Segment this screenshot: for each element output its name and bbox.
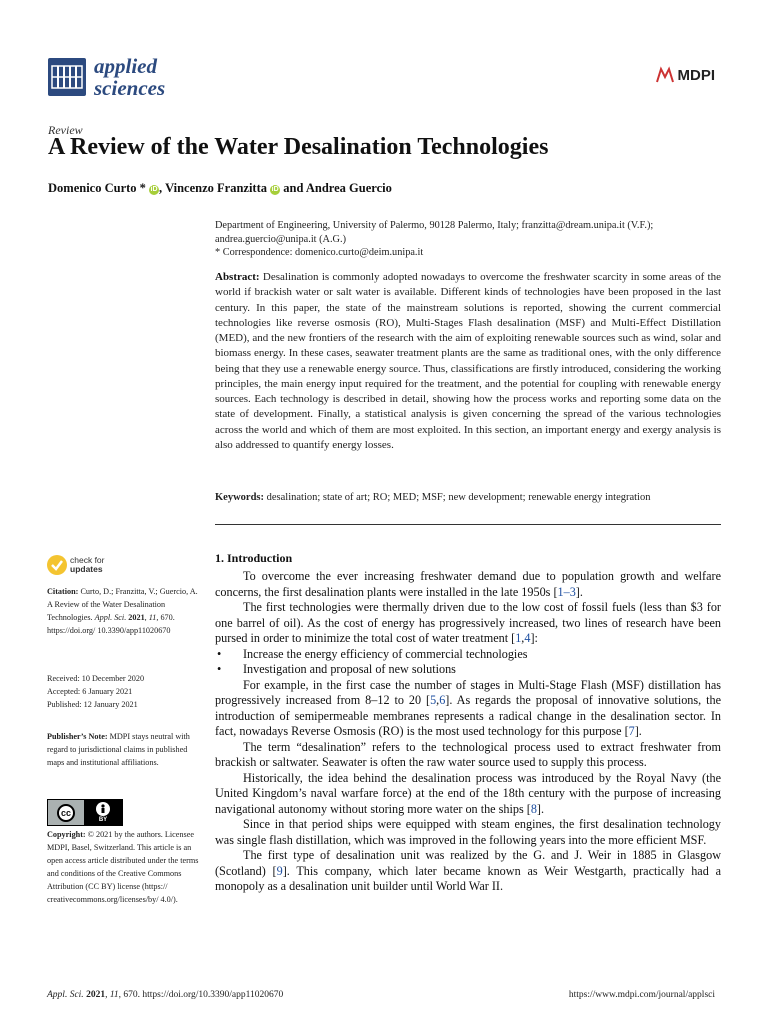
publisher-note bbox=[47, 730, 199, 769]
reference-link[interactable]: 5 bbox=[430, 693, 437, 707]
cc-by-license-badge[interactable] bbox=[47, 799, 123, 826]
citation-year: 2021 bbox=[128, 613, 145, 622]
affiliation-line: Department of Engineering, University of Palermo, 90128 Palermo, Italy; franzitta@dream.unipa.it (V.F.); bbox=[215, 220, 654, 231]
publisher-name: MDPI bbox=[677, 66, 715, 84]
reference-link[interactable]: 4 bbox=[524, 631, 531, 645]
introduction-body bbox=[215, 569, 721, 895]
reference-link[interactable]: 6 bbox=[439, 693, 446, 707]
author-name[interactable]: Andrea Guercio bbox=[305, 181, 392, 195]
attribution-person-icon bbox=[96, 802, 110, 816]
correspondence-line: * Correspondence: domenico.curto@deim.unipa.it bbox=[215, 247, 424, 258]
citation-text: Curto, D.; Franzitta, V.; Guercio, A. A Review of the Water Desalination Technologies. bbox=[47, 587, 198, 622]
correspondence-mark: * bbox=[139, 181, 146, 195]
journal-name bbox=[94, 55, 165, 99]
reference-link[interactable]: 7 bbox=[628, 724, 635, 738]
copyright-text: © 2021 by the authors. Licensee MDPI, Basel, Switzerland. This article is an open access article distributed under the terms and conditions of the Creative Commons Attribution (CC BY) license (https:// creativecommons.org/licenses/by/ 4.0/). bbox=[47, 830, 199, 904]
publisher-note-label: Publisher’s Note: bbox=[47, 732, 108, 741]
copyright-label: Copyright: bbox=[47, 830, 86, 839]
footer-journal-url[interactable]: https://www.mdpi.com/journal/applsci bbox=[568, 990, 715, 1000]
author-name[interactable]: Vincenzo Franzitta bbox=[165, 181, 268, 195]
article-title: A Review of the Water Desalination Technologies bbox=[48, 134, 549, 160]
article-type: Review bbox=[48, 123, 83, 137]
journal-emblem-icon bbox=[48, 58, 86, 96]
reference-link[interactable]: 8 bbox=[530, 801, 537, 816]
paragraph: The term “desalination” refers to the technological process used to extract freshwater from brackish or saltwater. Seawater is often the raw water source used to supply this process. bbox=[215, 739, 721, 769]
keywords-text: desalination; state of art; RO; MED; MSF; new development; renewable energy integration bbox=[266, 492, 651, 503]
citation-volume: 11 bbox=[148, 613, 157, 622]
citation-doi[interactable]: , 670. https://doi.org/ 10.3390/app11020670 bbox=[47, 613, 175, 635]
check-updates-label-bold: updates bbox=[70, 564, 103, 574]
abstract-text: Desalination is commonly adopted nowadays to overcome the freshwater scarcity in some areas of the world if brackish water or salt water is available. Different kinds of technologies have been proposed in the last century. In this paper, the state of the mainstream solutions is reported, showing the current commercial technologies like reverse osmosis (RO), Multi-Stages Flash desalination (MSF) and Multi-Effect Distillation (MED), and the new frontiers of the research with the aim of exploiting renewable sources such as wind, solar and biomass energy. In these cases, seawater treatment plants are the same as traditional ones, with the only difference being that they use a renewable energy source. Thus, classifications are firstly introduced, considering the working principles, the main energy input required for the treatment, and the potential for coupling with renewable energy sources. Each technology is described in detail, showing how the process works and reporting some data on the state of development. Finally, a statistical analysis is given concerning the spread of the various technologies across the world and which of them are most exploited. In this section, an important energy and exergy analysis is also addressed to quantify energy losses. bbox=[215, 271, 721, 451]
author-connector: and bbox=[283, 181, 304, 195]
reference-link[interactable]: 1–3 bbox=[557, 584, 576, 599]
publisher-note-text: MDPI stays neutral with regard to jurisdictional claims in published maps and institutional affiliations. bbox=[47, 732, 190, 767]
journal-name-line2: sciences bbox=[94, 76, 166, 100]
paragraph: Since in that period ships were equipped with steam engines, the first desalination technology was single flash distillation, which was improved in the following years into the more efficient MSF. bbox=[215, 817, 721, 847]
paragraph: To overcome the ever increasing freshwater demand due to population growth and welfare concerns, the first desalination plants were installed in the late 1950s [1–3]. bbox=[215, 569, 721, 599]
orcid-icon[interactable]: iD bbox=[271, 186, 279, 193]
journal-logo bbox=[48, 55, 165, 99]
paragraph: The first type of desalination unit was realized by the G. and J. Weir in 1885 in Glasgow (Scotland) [9]. This company, which later became known as Weir Westgarth, practically had a monopoly as a desalination unit builder until World War II. bbox=[215, 848, 722, 893]
affiliation-line: andrea.guercio@unipa.it (A.G.) bbox=[215, 233, 346, 245]
copyright-block bbox=[47, 828, 199, 906]
author-name[interactable]: Domenico Curto bbox=[48, 181, 137, 195]
citation-label: Citation: bbox=[47, 587, 79, 596]
keywords-label: Keywords: bbox=[215, 492, 264, 503]
check-updates-label: check for bbox=[70, 555, 105, 565]
citation-journal: Appl. Sci. bbox=[94, 613, 127, 622]
orcid-icon[interactable]: iD bbox=[150, 186, 158, 193]
publisher-logo[interactable] bbox=[655, 66, 716, 84]
paragraph: Historically, the idea behind the desalination process was introduced by the Royal Navy (the United Kingdom’s naval warfare force) at the end of the 18th century with the purpose of increasing navigational autonomy without storing more water on the ships [8]. bbox=[215, 770, 721, 816]
citation-block: Citation: Curto, D.; Franzitta, V.; Guercio, A. A Review of the Water Desalination Technologies. Appl. Sci. 2021, 11, 670. https://doi.org/ 10.3390/app11020670 bbox=[47, 587, 198, 635]
reference-link[interactable]: 1 bbox=[515, 631, 522, 645]
author-list: Domenico Curto * iD , Vincenzo Franzitta iD and Andrea Guercio bbox=[48, 181, 392, 195]
footer-citation: Appl. Sci. 2021, 11, 670. https://doi.org/10.3390/app11020670 bbox=[47, 990, 284, 1000]
paragraph: For example, in the first case the number of stages in Multi-Stage Flash (MSF) distillation has progressively increased from 8–12 to 20 [5,6]. As regards the proposal of innovative solutions, the introduction of semipermeable membranes represents a radical change in the desalination sector. In fact, nowadays Reverse Osmosis (RO) is the most used technology for this purpose [7]. bbox=[215, 677, 722, 738]
list-item: • Increase the energy efficiency of commercial technologies bbox=[215, 647, 721, 663]
abstract-label: Abstract: bbox=[215, 271, 260, 283]
affiliations bbox=[215, 219, 725, 260]
published-date: Published: 12 January 2021 bbox=[47, 700, 138, 709]
footer-journal: Appl. Sci. bbox=[47, 990, 84, 1000]
journal-name-line1: applied bbox=[94, 54, 157, 78]
by-label: BY bbox=[98, 816, 108, 823]
received-date: Received: 10 December 2020 bbox=[47, 674, 145, 683]
footer-doi[interactable]: , 670. https://doi.org/10.3390/app11020670 bbox=[118, 990, 284, 1000]
reference-link[interactable]: 9 bbox=[276, 863, 283, 878]
check-for-updates-button[interactable] bbox=[47, 555, 105, 575]
list-item: • Investigation and proposal of new solutions bbox=[215, 662, 721, 678]
accepted-date: Accepted: 6 January 2021 bbox=[47, 687, 133, 696]
paragraph: The first technologies were thermally driven due to the low cost of fossil fuels (less than $3 for one barrel of oil). As the cost of energy has progressively increased, two lines of research have been pursed in order to minimize the total cost of water treatment [1,4]: bbox=[215, 600, 721, 645]
footer-volume: 11 bbox=[109, 990, 119, 1000]
divider bbox=[215, 524, 721, 525]
section-heading: 1. Introduction bbox=[215, 551, 293, 565]
check-updates-icon bbox=[47, 555, 67, 575]
cc-icon: cc bbox=[57, 804, 75, 822]
abstract bbox=[215, 270, 721, 453]
footer-year: 2021 bbox=[86, 990, 106, 1000]
dates-block bbox=[47, 672, 199, 711]
mdpi-emblem-icon bbox=[655, 66, 675, 84]
bullet-list bbox=[215, 647, 721, 678]
keywords bbox=[215, 491, 721, 505]
